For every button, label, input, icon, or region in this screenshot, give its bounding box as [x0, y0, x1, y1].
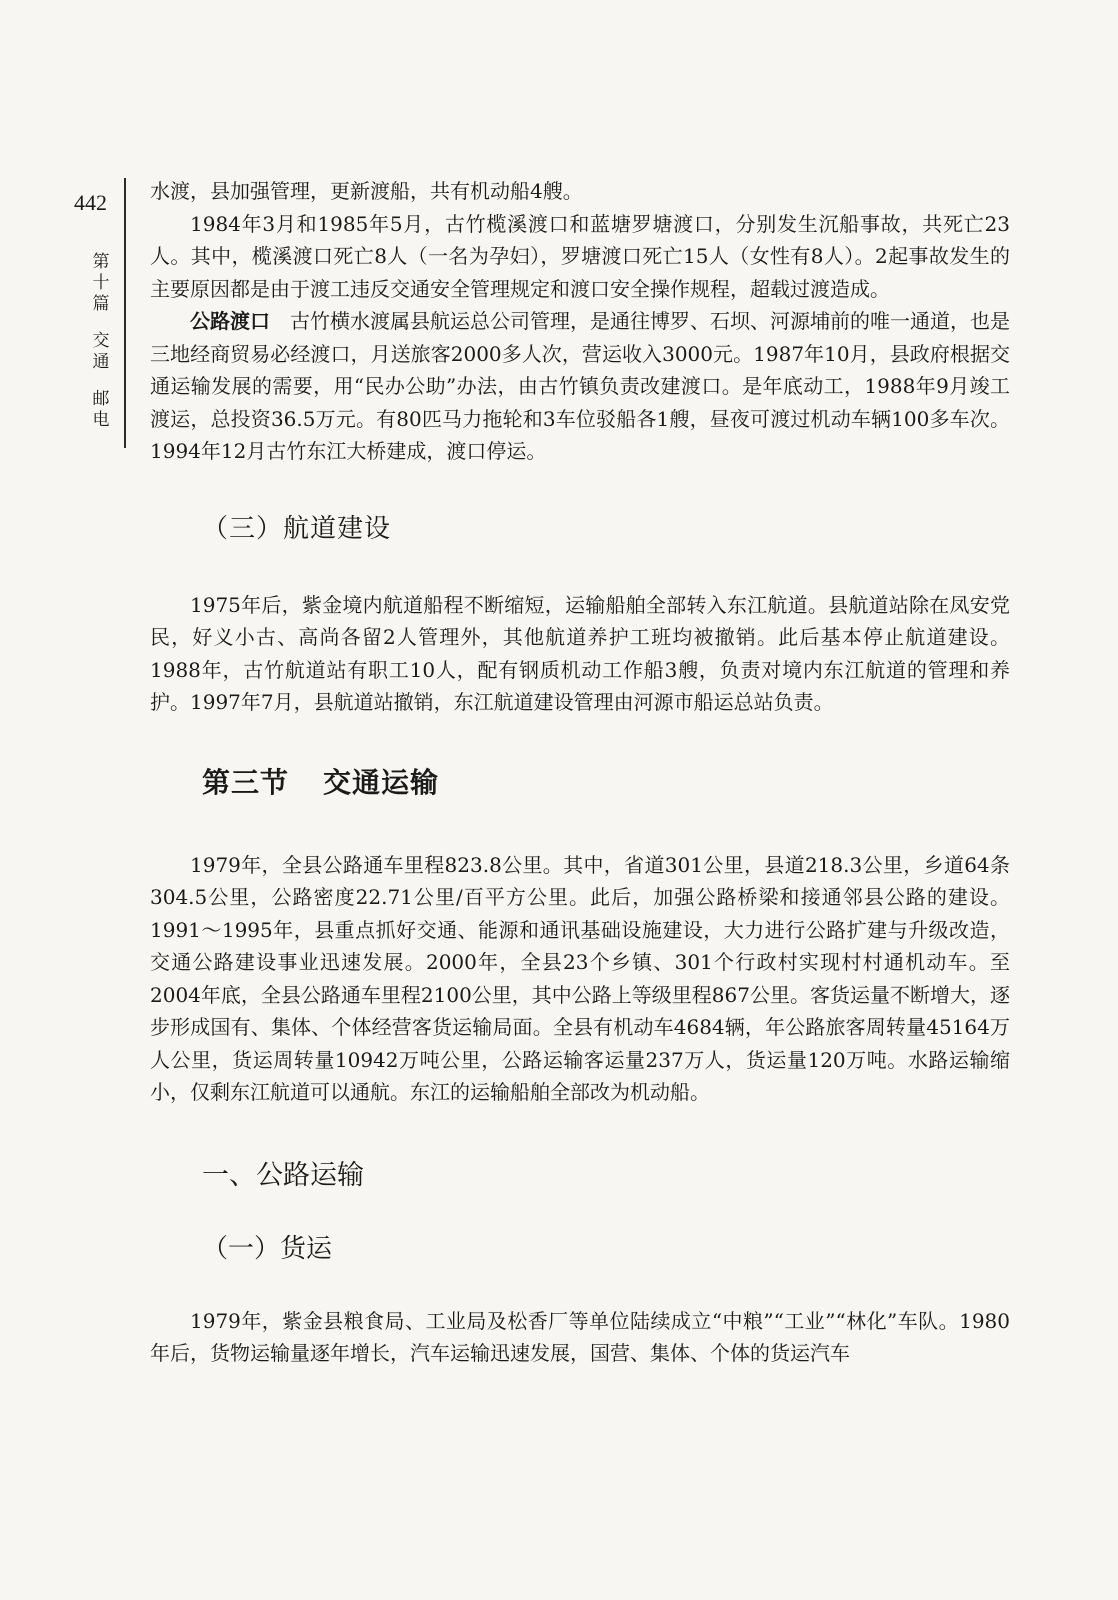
running-head-char: 第 [92, 252, 110, 272]
body-paragraph: 1984年3月和1985年5月，古竹榄溪渡口和蓝塘罗塘渡口，分别发生沉船事故，共死亡23人。其中，榄溪渡口死亡8人（一名为孕妇），罗塘渡口死亡15人（女性有8人）。2起事故发生的主要原因都是由于渡工违反交通安全管理规定和渡口安全操作规程，超载过渡造成。 [150, 211, 1010, 301]
ferry-paragraph [150, 305, 1010, 468]
subheading-waterway: （三）航道建设 [202, 513, 392, 544]
running-head-char: 电 [92, 410, 110, 430]
running-head-char: 交 [92, 331, 110, 351]
body-paragraph: 水渡，县加强管理，更新渡船，共有机动船4艘。 [150, 179, 583, 203]
running-head-char: 十 [92, 273, 110, 293]
section-heading [202, 761, 1010, 801]
subheading-road: 一、公路运输 [202, 1159, 364, 1191]
margin-rule [124, 178, 126, 448]
body-paragraph: 1975年后，紫金境内航道船程不断缩短，运输船舶全部转入东江航道。县航道站除在凤安党民，好义小古、高尚各留2人管理外，其他航道养护工班均被撤销。此后基本停止航道建设。1988年，古竹航道站有职工10人，配有钢质机动工作船3艘，负责对境内东江航道的管理和养护。1997年7月，县航道站撤销，东江航道建设管理由河源市船运总站负责。 [150, 592, 1010, 714]
section-title: 交通运输 [323, 765, 440, 799]
running-head-char: 邮 [92, 389, 110, 409]
running-head [88, 252, 114, 431]
ferry-lead: 公路渡口 [190, 309, 270, 333]
body-paragraph: 1979年，紫金县粮食局、工业局及松香厂等单位陆续成立“中粮”“工业”“林化”车队。1980年后，货物运输量逐年增长，汽车运输迅速发展，国营、集体、个体的货运汽车 [150, 1308, 1010, 1365]
page-number: 442 [74, 190, 107, 215]
page-body [150, 175, 1010, 1370]
ferry-text: 古竹横水渡属县航运总公司管理，是通往博罗、石坝、河源埔前的唯一通道，也是三地经商贸易必经渡口，月送旅客2000多人次，营运收入3000元。1987年10月，县政府根据交通运输发展的需要，用“民办公助”办法，由古竹镇负责改建渡口。是年底动工，1988年9月竣工渡运，总投资36.5万元。有80匹马力拖轮和3车位驳船各1艘，昼夜可渡过机动车辆100多车次。1994年12月古竹东江大桥建成，渡口停运。 [150, 309, 1010, 463]
running-head-char: 篇 [92, 294, 110, 314]
running-head-char: 通 [92, 352, 110, 372]
body-paragraph: 1979年，全县公路通车里程823.8公里。其中，省道301公里，县道218.3公里，乡道64条304.5公里，公路密度22.71公里/百平方公里。此后，加强公路桥梁和接通邻县公路的建设。1991～1995年，县重点抓好交通、能源和通讯基础设施建设，大力进行公路扩建与升级改造，交通公路建设事业迅速发展。2000年，全县23个乡镇、301个行政村实现村村通机动车。至2004年底，全县公路通车里程2100公里，其中公路上等级里程867公里。客货运量不断增大，逐步形成国有、集体、个体经营客货运输局面。全县有机动车4684辆，年公路旅客周转量45164万人公里，货运周转量10942万吨公里，公路运输客运量237万人，货运量120万吨。水路运输缩小，仅剩东江航道可以通航。东江的运输船舶全部改为机动船。 [150, 852, 1010, 1104]
subheading-freight: （一）货运 [202, 1233, 333, 1264]
section-number: 第三节 [202, 765, 290, 799]
